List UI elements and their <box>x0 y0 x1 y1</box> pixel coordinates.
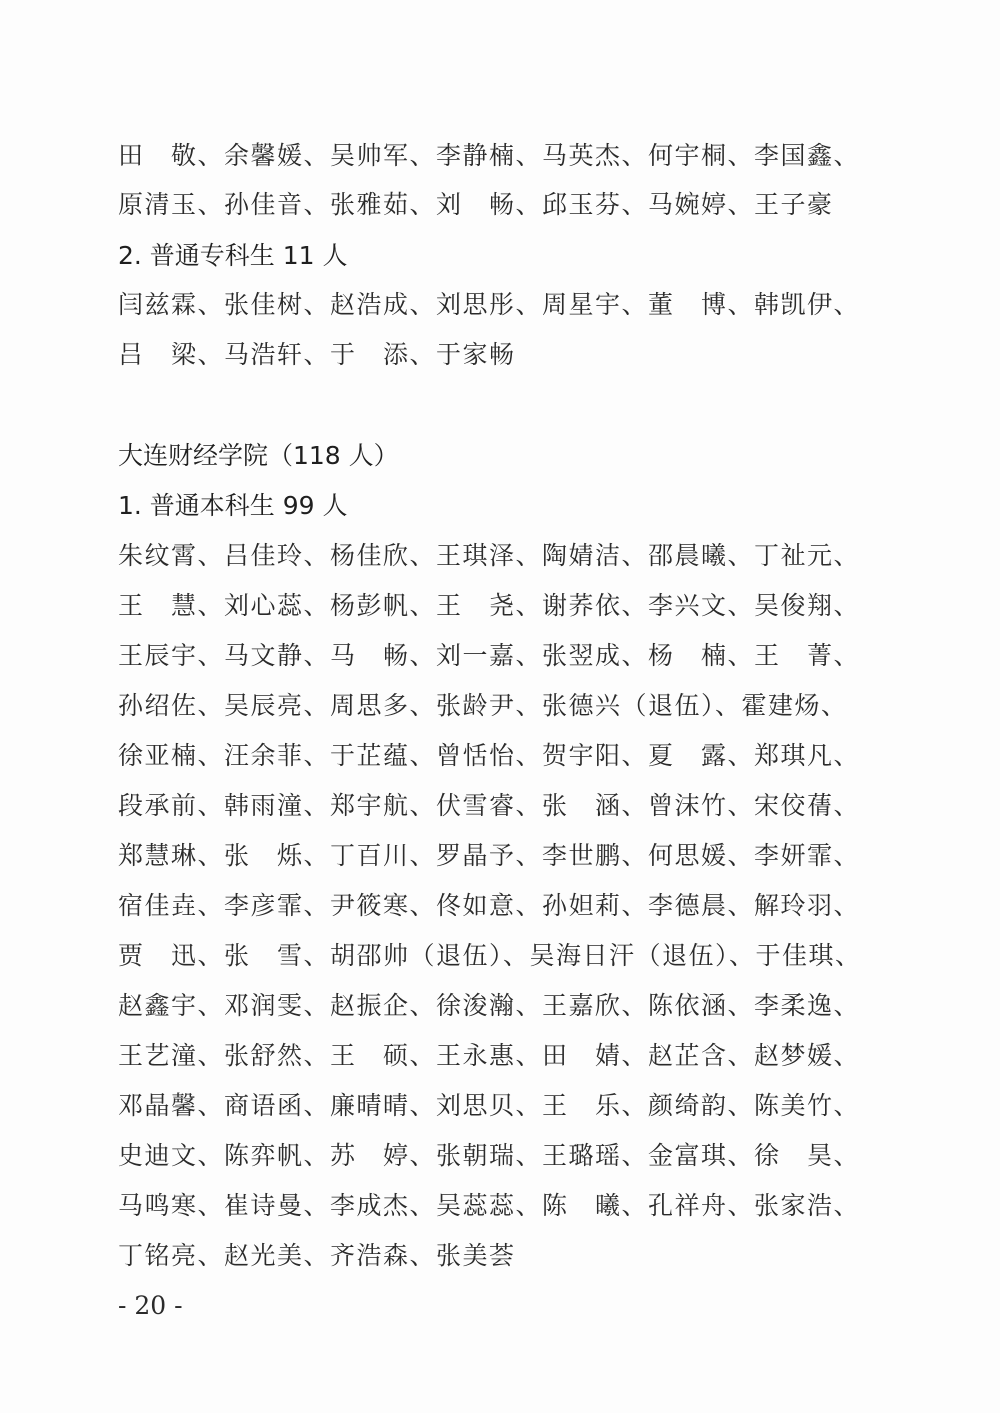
name-line: 王 慧、刘心蕊、杨彭帆、王 尧、谢荞依、李兴文、吴俊翔、 <box>118 591 861 620</box>
name-line: 闫兹霖、张佳树、赵浩成、刘思彤、周星宇、董 博、韩凯伊、 <box>118 290 861 319</box>
name-line: 宿佳垚、李彦霏、尹筱寒、佟如意、孙妲莉、李德晨、解玲羽、 <box>118 891 861 920</box>
name-line: 邓晶馨、商语函、廉晴晴、刘思贝、王 乐、颜绮韵、陈美竹、 <box>118 1091 861 1120</box>
name-line: 贾 迅、张 雪、胡邵帅（退伍）、吴海日汗（退伍）、于佳琪、 <box>118 941 862 970</box>
name-line: 徐亚楠、汪余菲、于芷蕴、曾恬怡、贺宇阳、夏 露、郑琪凡、 <box>118 741 861 770</box>
section-subheading: 1. 普通本科生 99 人 <box>118 491 348 520</box>
name-line: 原清玉、孙佳音、张雅茹、刘 畅、邱玉芬、马婉婷、王子豪 <box>118 190 834 219</box>
name-line: 丁铭亮、赵光美、齐浩森、张美荟 <box>118 1241 516 1270</box>
name-line: 史迪文、陈弈帆、苏 婷、张朝瑞、王璐瑶、金富琪、徐 昊、 <box>118 1141 861 1170</box>
name-line: 朱纹霄、吕佳玲、杨佳欣、王琪泽、陶婧洁、邵晨曦、丁祉元、 <box>118 541 861 570</box>
name-line: 吕 梁、马浩轩、于 添、于家畅 <box>118 340 516 369</box>
name-line: 王辰宇、马文静、马 畅、刘一嘉、张翌成、杨 楠、王 菁、 <box>118 641 861 670</box>
name-line: 段承前、韩雨潼、郑宇航、伏雪睿、张 涵、曾沫竹、宋佼蒨、 <box>118 791 861 820</box>
school-heading: 大连财经学院（118 人） <box>118 441 399 470</box>
name-line: 孙绍佐、吴辰亮、周思多、张龄尹、张德兴（退伍）、霍建炀、 <box>118 691 848 720</box>
section-subheading: 2. 普通专科生 11 人 <box>118 241 348 270</box>
name-line: 马鸣寒、崔诗曼、李成杰、吴蕊蕊、陈 曦、孔祥舟、张家浩、 <box>118 1191 861 1220</box>
name-line: 王艺潼、张舒然、王 硕、王永惠、田 婧、赵芷含、赵梦媛、 <box>118 1041 861 1070</box>
name-line: 赵鑫宇、邓润雯、赵振企、徐浚瀚、王嘉欣、陈依涵、李柔逸、 <box>118 991 861 1020</box>
page-number: - 20 - <box>118 1291 183 1320</box>
name-line: 田 敬、余馨媛、吴帅军、李静楠、马英杰、何宇桐、李国鑫、 <box>118 141 861 170</box>
name-line: 郑慧琳、张 烁、丁百川、罗晶予、李世鹏、何思媛、李妍霏、 <box>118 841 861 870</box>
